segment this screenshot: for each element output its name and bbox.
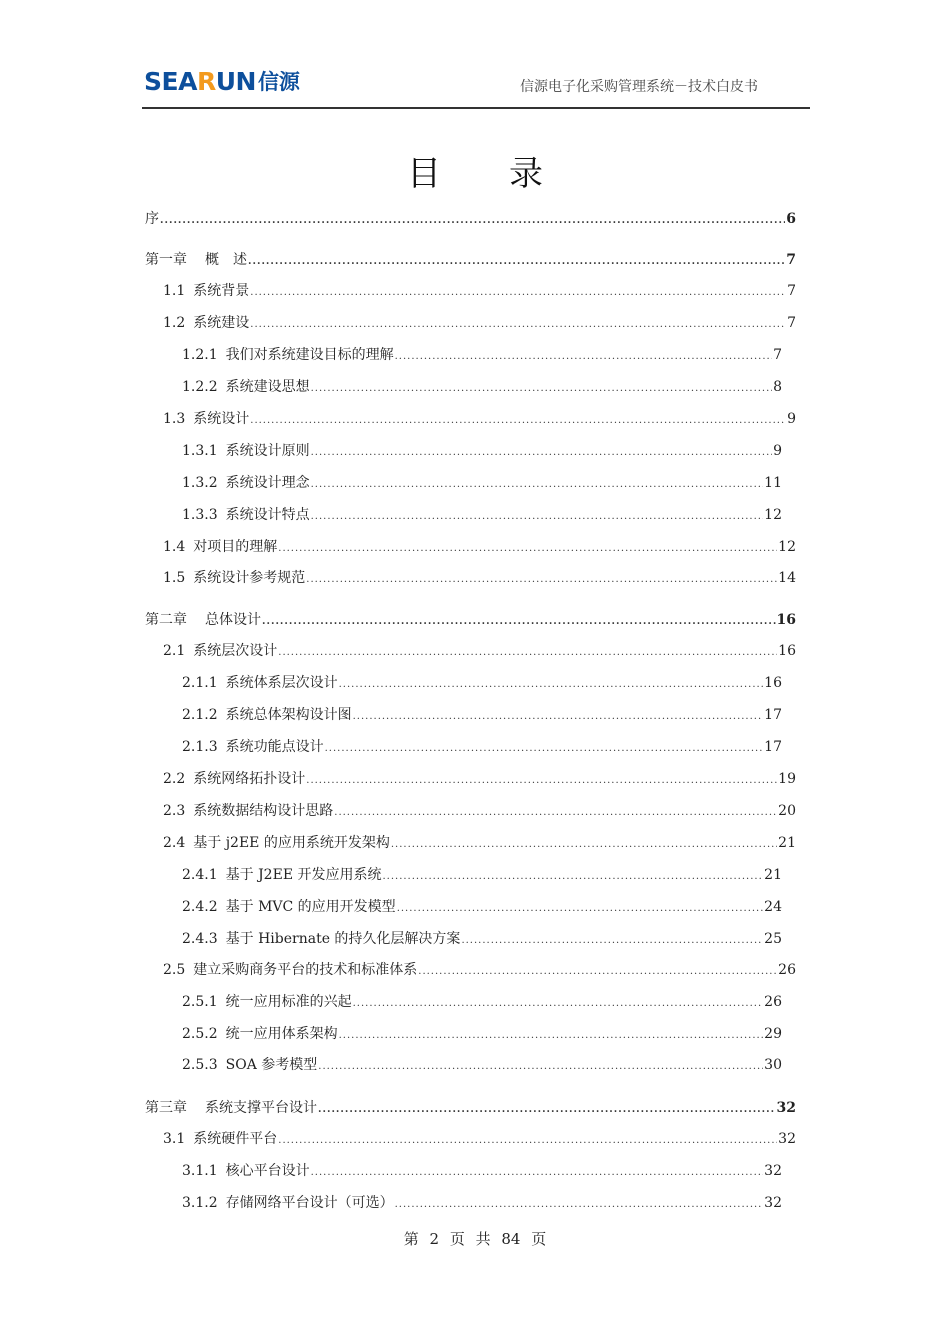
toc-entry[interactable]	[145, 640, 796, 660]
toc-dot-leader	[250, 415, 786, 426]
toc-dot-leader	[418, 966, 777, 977]
toc-entry-page: 17	[764, 739, 782, 755]
toc-entry-page: 11	[764, 475, 782, 491]
toc-entry[interactable]	[145, 536, 796, 556]
toc-entry-title: 系统功能点设计	[225, 739, 324, 755]
toc-dot-leader	[461, 935, 763, 946]
toc-entry-page: 26	[778, 962, 796, 978]
toc-entry[interactable]	[145, 249, 796, 269]
toc-dot-leader	[353, 998, 764, 1009]
toc-entry[interactable]	[145, 1128, 796, 1148]
toc-entry-page: 21	[764, 867, 782, 883]
toc-entry-number: 2.5	[163, 962, 186, 978]
toc-entry-title: 基于 Hibernate 的持久化层解决方案	[225, 931, 461, 947]
toc-entry-title: 序	[145, 211, 159, 227]
toc-entry-page: 32	[776, 1100, 796, 1116]
toc-entry-title: 存储网络平台设计（可选）	[225, 1195, 394, 1211]
toc-dot-leader	[334, 807, 777, 818]
toc-entry-title: 系统建设思想	[225, 379, 310, 395]
toc-entry-title: 系统总体架构设计图	[225, 707, 352, 723]
toc-heading: 目录	[407, 154, 611, 194]
toc-entry-title: 概 述	[205, 252, 247, 268]
toc-entry-page: 7	[773, 347, 782, 363]
toc-entry-page: 7	[787, 283, 796, 299]
toc-entry-title: 系统硬件平台	[193, 1131, 278, 1147]
toc-entry-title: 建立采购商务平台的技术和标准体系	[193, 962, 418, 978]
toc-dot-leader	[339, 679, 764, 690]
toc-entry[interactable]	[145, 800, 796, 820]
toc-entry-number: 1.3.2	[182, 475, 218, 491]
toc-entry[interactable]	[145, 1054, 782, 1074]
toc-entry-title: 统一应用标准的兴起	[225, 994, 352, 1010]
toc-entry-title: 系统支撑平台设计	[205, 1100, 317, 1116]
toc-entry[interactable]	[145, 609, 796, 629]
toc-dot-leader	[311, 511, 764, 522]
toc-entry-page: 7	[786, 252, 796, 268]
toc-entry-number: 2.1.2	[182, 707, 218, 723]
page-header	[142, 62, 810, 108]
toc-entry-title: 系统层次设计	[193, 643, 278, 659]
toc-entry[interactable]	[145, 312, 796, 332]
toc-entry-number: 1.3	[163, 411, 186, 427]
toc-dot-leader	[311, 479, 764, 490]
toc-entry-number: 3.1.1	[182, 1163, 218, 1179]
toc-entry-title: 系统数据结构设计思路	[193, 803, 334, 819]
toc-entry-page: 25	[764, 931, 782, 947]
searun-logo	[144, 64, 300, 98]
toc-entry-title: 系统建设	[193, 315, 250, 331]
toc-dot-leader	[250, 319, 786, 330]
toc-entry-page: 19	[778, 771, 796, 787]
toc-entry-title: 基于 MVC 的应用开发模型	[225, 899, 396, 915]
toc-entry-number: 2.4	[163, 835, 186, 851]
toc-dot-leader	[311, 447, 772, 458]
toc-entry[interactable]	[145, 280, 796, 300]
toc-entry-number: 第二章	[145, 612, 187, 628]
toc-dot-leader	[250, 287, 786, 298]
toc-dot-leader	[318, 1061, 763, 1072]
toc-entry-number: 3.1.2	[182, 1195, 218, 1211]
toc-entry-title: 统一应用体系架构	[225, 1026, 338, 1042]
toc-entry-number: 第一章	[145, 252, 187, 268]
toc-entry-number: 2.1.1	[182, 675, 218, 691]
toc-entry-number: 2.2	[163, 771, 186, 787]
toc-entry-number: 2.1.3	[182, 739, 218, 755]
toc-dot-leader	[318, 1104, 776, 1115]
toc-entry-title: 系统网络拓扑设计	[193, 771, 306, 787]
toc-dot-leader	[278, 647, 777, 658]
toc-entry-page: 30	[764, 1057, 782, 1073]
toc-entry-page: 29	[764, 1026, 782, 1042]
toc-dot-leader	[311, 1167, 764, 1178]
toc-entry[interactable]	[145, 472, 782, 492]
toc-entry-number: 2.4.1	[182, 867, 218, 883]
toc-entry[interactable]	[145, 704, 782, 724]
toc-entry-number: 2.5.2	[182, 1026, 218, 1042]
toc-entry-page: 32	[764, 1163, 782, 1179]
toc-entry-title: 系统设计原则	[225, 443, 310, 459]
toc-dot-leader	[397, 903, 763, 914]
toc-entry-number: 1.3.3	[182, 507, 218, 523]
toc-dot-leader	[339, 1030, 764, 1041]
logo-wordmark: SEARUN	[144, 66, 256, 96]
toc-entry-number: 第三章	[145, 1100, 187, 1116]
toc-entry-number: 1.2	[163, 315, 186, 331]
toc-entry[interactable]	[145, 567, 796, 587]
toc-entry-number: 2.5.1	[182, 994, 218, 1010]
logo-chinese-name: 信源	[257, 70, 300, 94]
toc-entry-page: 32	[764, 1195, 782, 1211]
toc-entry-title: 我们对系统建设目标的理解	[225, 347, 394, 363]
toc-entry-title: 核心平台设计	[225, 1163, 310, 1179]
toc-entry-number: 1.2.1	[182, 347, 218, 363]
toc-dot-leader	[391, 839, 777, 850]
header-divider	[142, 107, 810, 109]
toc-entry-title: 对项目的理解	[193, 539, 278, 555]
toc-entry-page: 20	[778, 803, 796, 819]
toc-dot-leader	[311, 383, 772, 394]
toc-entry-page: 32	[778, 1131, 796, 1147]
toc-entry-number: 2.4.3	[182, 931, 218, 947]
toc-entry-title: 系统设计理念	[225, 475, 310, 491]
toc-entry[interactable]	[145, 864, 782, 884]
toc-entry[interactable]	[145, 991, 782, 1011]
toc-entry[interactable]	[145, 832, 796, 852]
toc-entry[interactable]	[145, 1192, 782, 1212]
toc-entry-page: 12	[778, 539, 796, 555]
toc-dot-leader	[395, 351, 772, 362]
toc-entry[interactable]	[145, 1097, 796, 1117]
toc-dot-leader	[278, 1135, 777, 1146]
toc-entry[interactable]	[145, 504, 782, 524]
toc-entry-title: 总体设计	[205, 612, 261, 628]
toc-entry[interactable]	[145, 376, 782, 396]
toc-entry[interactable]	[145, 208, 796, 228]
toc-entry-number: 2.4.2	[182, 899, 218, 915]
toc-entry[interactable]	[145, 736, 782, 756]
toc-dot-leader	[395, 1199, 764, 1210]
toc-entry-number: 2.3	[163, 803, 186, 819]
toc-entry-number: 3.1	[163, 1131, 186, 1147]
toc-entry-title: 基于 j2EE 的应用系统开发架构	[193, 835, 390, 851]
toc-entry[interactable]	[145, 440, 782, 460]
toc-entry-number: 1.1	[163, 283, 186, 299]
toc-entry-number: 1.5	[163, 570, 186, 586]
toc-entry-title: 系统背景	[193, 283, 250, 299]
toc-entry-page: 26	[764, 994, 782, 1010]
toc-entry-page: 21	[778, 835, 796, 851]
toc-dot-leader	[306, 775, 777, 786]
toc-entry-page: 24	[764, 899, 782, 915]
toc-entry-page: 16	[776, 612, 796, 628]
toc-entry-title: 系统设计	[193, 411, 250, 427]
toc-entry-title: 系统设计参考规范	[193, 570, 306, 586]
toc-entry[interactable]	[145, 408, 796, 428]
toc-entry-page: 8	[773, 379, 782, 395]
toc-entry-page: 16	[764, 675, 782, 691]
toc-entry-page: 14	[778, 570, 796, 586]
toc-entry-page: 9	[787, 411, 796, 427]
page-footer: 第 2 页 共 84 页	[403, 1230, 547, 1248]
toc-entry-title: 基于 J2EE 开发应用系统	[225, 867, 382, 883]
toc-dot-leader	[248, 256, 785, 267]
toc-dot-leader	[160, 215, 785, 226]
toc-entry[interactable]	[145, 959, 796, 979]
toc-entry-number: 1.3.1	[182, 443, 218, 459]
toc-entry-page: 17	[764, 707, 782, 723]
toc-entry-page: 7	[787, 315, 796, 331]
toc-entry[interactable]	[145, 672, 782, 692]
toc-entry-number: 2.5.3	[182, 1057, 218, 1073]
toc-entry[interactable]	[145, 1160, 782, 1180]
toc-dot-leader	[278, 543, 777, 554]
toc-entry[interactable]	[145, 928, 782, 948]
toc-entry-number: 1.4	[163, 539, 186, 555]
document-title: 信源电子化采购管理系统－技术白皮书	[520, 79, 758, 95]
toc-entry-number: 2.1	[163, 643, 186, 659]
toc-dot-leader	[262, 616, 776, 627]
toc-entry-number: 1.2.2	[182, 379, 218, 395]
toc-entry-title: 系统设计特点	[225, 507, 310, 523]
toc-entry-page: 16	[778, 643, 796, 659]
toc-entry[interactable]	[145, 768, 796, 788]
toc-entry[interactable]	[145, 896, 782, 916]
toc-entry-page: 12	[764, 507, 782, 523]
toc-dot-leader	[353, 711, 764, 722]
toc-entry-page: 9	[773, 443, 782, 459]
toc-entry-title: 系统体系层次设计	[225, 675, 338, 691]
toc-entry[interactable]	[145, 1023, 782, 1043]
toc-entry-page: 6	[786, 211, 796, 227]
toc-entry-title: SOA 参考模型	[225, 1057, 318, 1073]
toc-dot-leader	[382, 871, 763, 882]
toc-dot-leader	[325, 743, 764, 754]
toc-dot-leader	[306, 574, 777, 585]
toc-entry[interactable]	[145, 344, 782, 364]
